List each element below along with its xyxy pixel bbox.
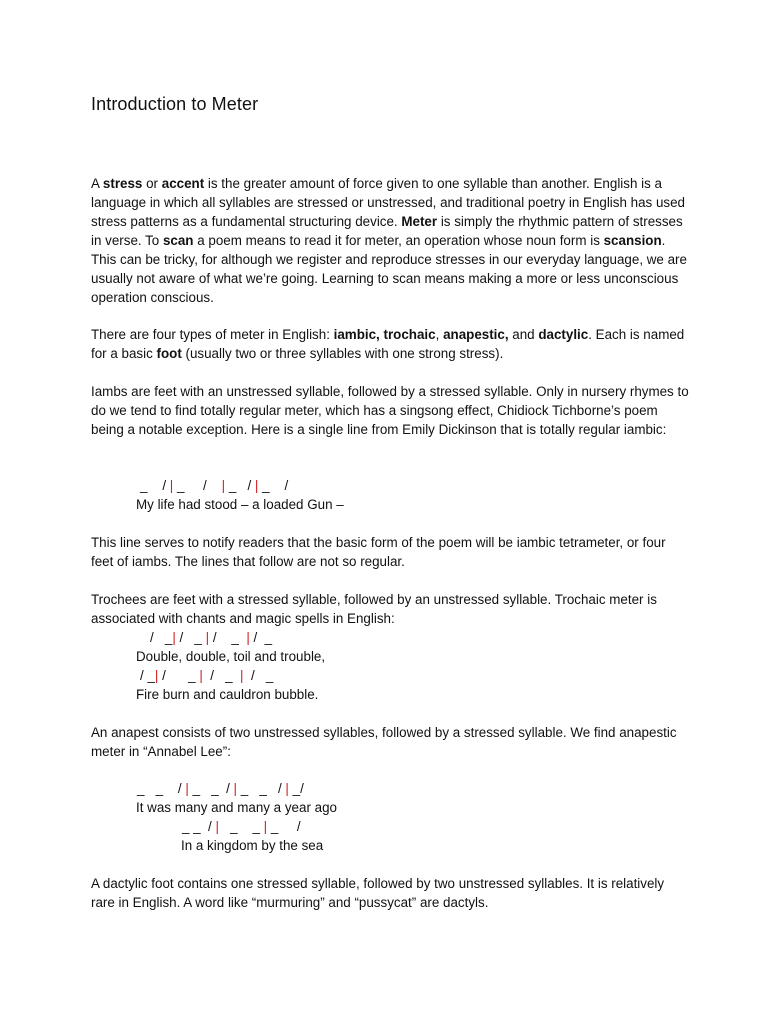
term-accent: accent <box>161 176 205 191</box>
scansion-marks-annabel-2 <box>182 817 301 836</box>
text-run: and <box>508 327 539 342</box>
text-run: or <box>142 176 162 191</box>
foot-divider: | <box>285 781 289 796</box>
text-run: , <box>435 327 444 342</box>
foot-divider: | <box>215 819 219 834</box>
foot-divider: | <box>221 478 226 493</box>
foot-divider: | <box>263 819 268 834</box>
text-run: . Each is named for a basic <box>91 327 685 361</box>
paragraph-dactyl: A dactylic foot contains one stressed syllable, followed by two unstressed syllables. It is relatively rare in English. A word like “murmuring” and “pussycat” are dactyls. <box>91 876 665 910</box>
scansion-mark: / _ <box>249 630 273 645</box>
page-title: Introduction to Meter <box>91 94 259 114</box>
foot-divider: | <box>254 478 259 493</box>
verse-line-fire: Fire burn and cauldron bubble. <box>136 687 319 702</box>
foot-divider: | <box>246 630 250 645</box>
foot-divider: | <box>233 781 238 796</box>
paragraph-anapest: An anapest consists of two unstressed syllables, followed by a stressed syllable. We find anapestic meter in “Annabel Lee”: <box>91 725 677 759</box>
verse-line-annabel-1: It was many and many a year ago <box>136 800 337 815</box>
scansion-mark: _ / <box>258 478 289 493</box>
term-scansion: scansion <box>603 233 662 248</box>
scansion-mark: _ _ / <box>137 781 186 796</box>
scansion-mark: _ _ <box>218 819 264 834</box>
scansion-mark: _ _ / <box>237 781 286 796</box>
term-dactylic: dactylic <box>538 327 589 342</box>
text-run: is simply the rhythmic pattern of stresses in verse. To <box>91 214 683 248</box>
scansion-mark: / _ <box>202 668 241 683</box>
scansion-mark: / _ <box>243 668 274 683</box>
foot-divider: | <box>185 781 189 796</box>
text-run: (usually two or three syllables with one strong stress). <box>181 346 504 361</box>
paragraph-trochees: Trochees are feet with a stressed syllable, followed by an unstressed syllable. Trochaic meter is associated with chants and magic spells in English: <box>91 592 657 626</box>
term-iambic-trochaic: iambic, trochaic <box>333 327 436 342</box>
text-run: There are four types of meter in English: <box>91 327 334 342</box>
scansion-mark: _ / <box>267 819 301 834</box>
foot-divider: | <box>154 668 159 683</box>
term-scan: scan <box>162 233 194 248</box>
foot-divider: | <box>205 630 210 645</box>
verse-line-dickinson: My life had stood – a loaded Gun – <box>136 497 344 512</box>
foot-divider: | <box>166 478 177 493</box>
text-run: A <box>91 176 103 191</box>
scansion-marks-dickinson <box>140 476 288 495</box>
scansion-mark: _ _ / <box>182 819 216 834</box>
paragraph-iambs: Iambs are feet with an unstressed syllable, followed by a stressed syllable. Only in nursery rhymes to do we tend to find totally regular meter, which has a singsong effect, Chidiock Tichborne’s poem being a notable exception. Here is a single line from Emily Dickinson that is totally regular iambic: <box>91 384 689 437</box>
foot-divider: | <box>172 630 176 645</box>
scansion-mark: / _ <box>140 668 155 683</box>
paragraph-tetrameter: This line serves to notify readers that the basic form of the poem will be iambic tetrameter, or four feet of iambs. The lines that follow are not so regular. <box>91 535 666 569</box>
scansion-mark: / _ <box>158 668 200 683</box>
scansion-marks-fire <box>140 666 273 685</box>
foot-divider: | <box>240 668 244 683</box>
verse-line-double: Double, double, toil and trouble, <box>136 649 326 664</box>
text-run: is the greater amount of force given to one syllable than another. English is a language in which all syllables are stressed or unstressed, and traditional poetry in English has used stress patterns as a fundamental structuring device. <box>91 176 685 229</box>
verse-line-annabel-2: In a kingdom by the sea <box>181 838 324 853</box>
scansion-mark: / _ <box>209 630 247 645</box>
scansion-mark: _/ <box>288 781 304 796</box>
scansion-mark: _ / <box>176 478 222 493</box>
paragraph-meter-types <box>91 325 691 363</box>
scansion-mark: _ / <box>140 478 167 493</box>
scansion-marks-annabel-1 <box>137 779 304 798</box>
scansion-mark: / _ <box>150 630 173 645</box>
term-foot: foot <box>156 346 182 361</box>
term-anapestic: anapestic, <box>443 327 509 342</box>
foot-divider: | <box>199 668 203 683</box>
scansion-mark: _ _ / <box>188 781 234 796</box>
term-meter: Meter <box>401 214 438 229</box>
scansion-marks-double <box>150 628 272 647</box>
scansion-mark: / _ <box>175 630 206 645</box>
term-stress: stress <box>102 176 143 191</box>
paragraph-stress-definition <box>91 174 691 307</box>
text-run: a poem means to read it for meter, an operation whose noun form is <box>193 233 604 248</box>
text-run: . This can be tricky, for although we register and reproduce stresses in our everyday language, we are usually not aware of what we’re going. Learning to scan means making a more or less unconscious operation conscious. <box>91 233 687 305</box>
scansion-mark: _ / <box>225 478 255 493</box>
